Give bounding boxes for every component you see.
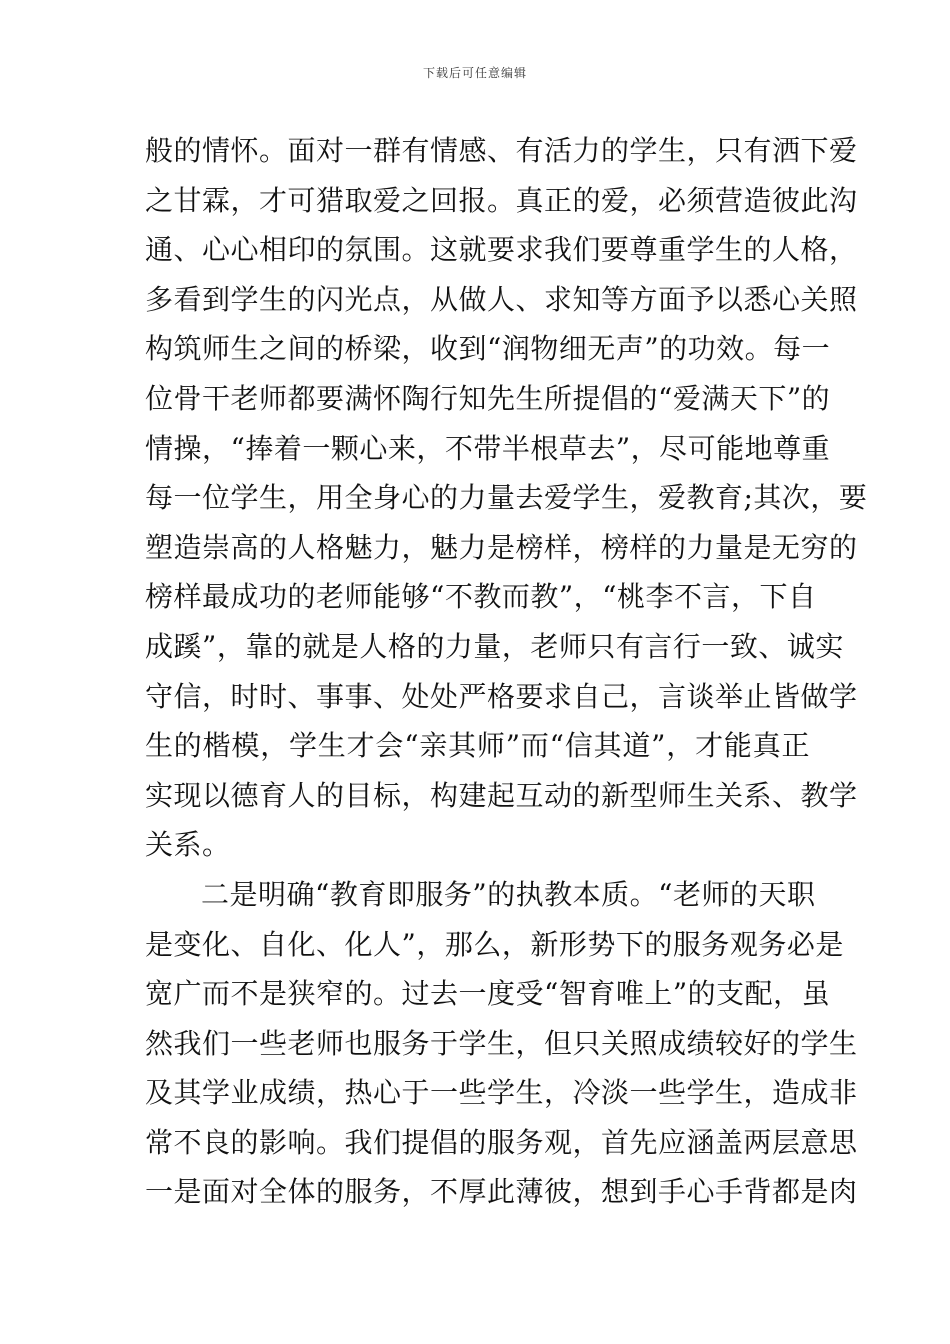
text-line: 宽广而不是狭窄的。过去一度受“智育唯上”的支配，虽 <box>145 977 831 1011</box>
text-line: 二是明确“教育即服务”的执教本质。“老师的天职 <box>201 877 816 911</box>
text-line: 一是面对全体的服务，不厚此薄彼，想到手心手背都是肉 <box>145 1175 858 1209</box>
text-line: 之甘霖，才可猎取爱之回报。真正的爱，必须营造彼此沟 <box>145 183 858 217</box>
text-line: 成蹊”，靠的就是人格的力量，老师只有言行一致、诚实 <box>145 629 844 663</box>
document-body <box>145 132 868 1223</box>
text-line: 实现以德育人的目标，构建起互动的新型师生关系、教学 <box>145 778 858 812</box>
text-line: 守信，时时、事事、处处严格要求自己，言谈举止皆做学 <box>145 679 858 713</box>
text-line: 每一位学生，用全身心的力量去爱学生，爱教育;其次，要 <box>145 481 868 515</box>
page-header: 下载后可任意编辑 <box>422 66 527 80</box>
text-line: 多看到学生的闪光点，从做人、求知等方面予以悉心关照 <box>145 282 858 316</box>
text-line: 构筑师生之间的桥梁，收到“润物细无声”的功效。每一 <box>145 332 831 366</box>
text-line: 榜样最成功的老师能够“不教而教”，“桃李不言，下自 <box>145 580 817 614</box>
text-line: 关系。 <box>145 828 231 862</box>
text-line: 位骨干老师都要满怀陶行知先生所提倡的“爱满天下”的 <box>145 381 831 415</box>
text-line: 常不良的影响。我们提倡的服务观，首先应涵盖两层意思 <box>145 1125 858 1159</box>
text-line: 通、心心相印的氛围。这就要求我们要尊重学生的人格， <box>145 233 858 267</box>
text-line: 是变化、自化、化人”，那么，新形势下的服务观务必是 <box>145 927 844 961</box>
text-line: 生的楷模，学生才会“亲其师”而“信其道”，才能真正 <box>145 729 810 763</box>
text-line: 情操，“捧着一颗心来，不带半根草去”，尽可能地尊重 <box>145 431 831 465</box>
text-line: 般的情怀。面对一群有情感、有活力的学生，只有洒下爱 <box>145 134 858 167</box>
text-line: 然我们一些老师也服务于学生，但只关照成绩较好的学生 <box>145 1026 858 1060</box>
text-line: 塑造崇高的人格魅力，魅力是榜样，榜样的力量是无穷的 <box>145 530 858 564</box>
text-line: 及其学业成绩，热心于一些学生，冷淡一些学生，造成非 <box>145 1076 858 1110</box>
